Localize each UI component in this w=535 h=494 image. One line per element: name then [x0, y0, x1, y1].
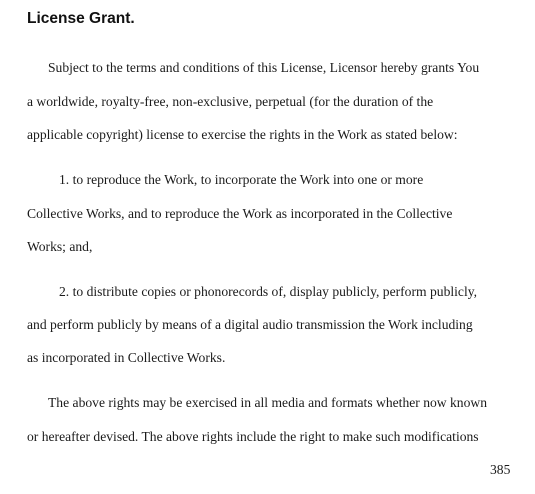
page-number: 385 [490, 462, 511, 477]
list-item-line: and perform publicly by means of a digital audio transmission the Work including [27, 317, 473, 332]
list-item-line: Works; and, [27, 239, 93, 254]
paragraph-line: or hereafter devised. The above rights include the right to make such modifications [27, 429, 479, 444]
paragraph-line: The above rights may be exercised in all media and formats whether now known [48, 395, 488, 410]
list-item-line: 2. to distribute copies or phonorecords of, display publicly, perform publicly, [59, 284, 478, 299]
paragraph-line: a worldwide, royalty-free, non-exclusive, perpetual (for the duration of the [27, 94, 434, 109]
list-item-line: as incorporated in Collective Works. [27, 350, 226, 365]
paragraph-line: applicable copyright) license to exercise the rights in the Work as stated below: [27, 127, 458, 142]
section-heading: License Grant. [27, 10, 135, 27]
list-item-line: 1. to reproduce the Work, to incorporate the Work into one or more [59, 172, 424, 187]
paragraph-line: Subject to the terms and conditions of this License, Licensor hereby grants You [48, 60, 480, 75]
list-item-line: Collective Works, and to reproduce the Work as incorporated in the Collective [27, 206, 453, 221]
